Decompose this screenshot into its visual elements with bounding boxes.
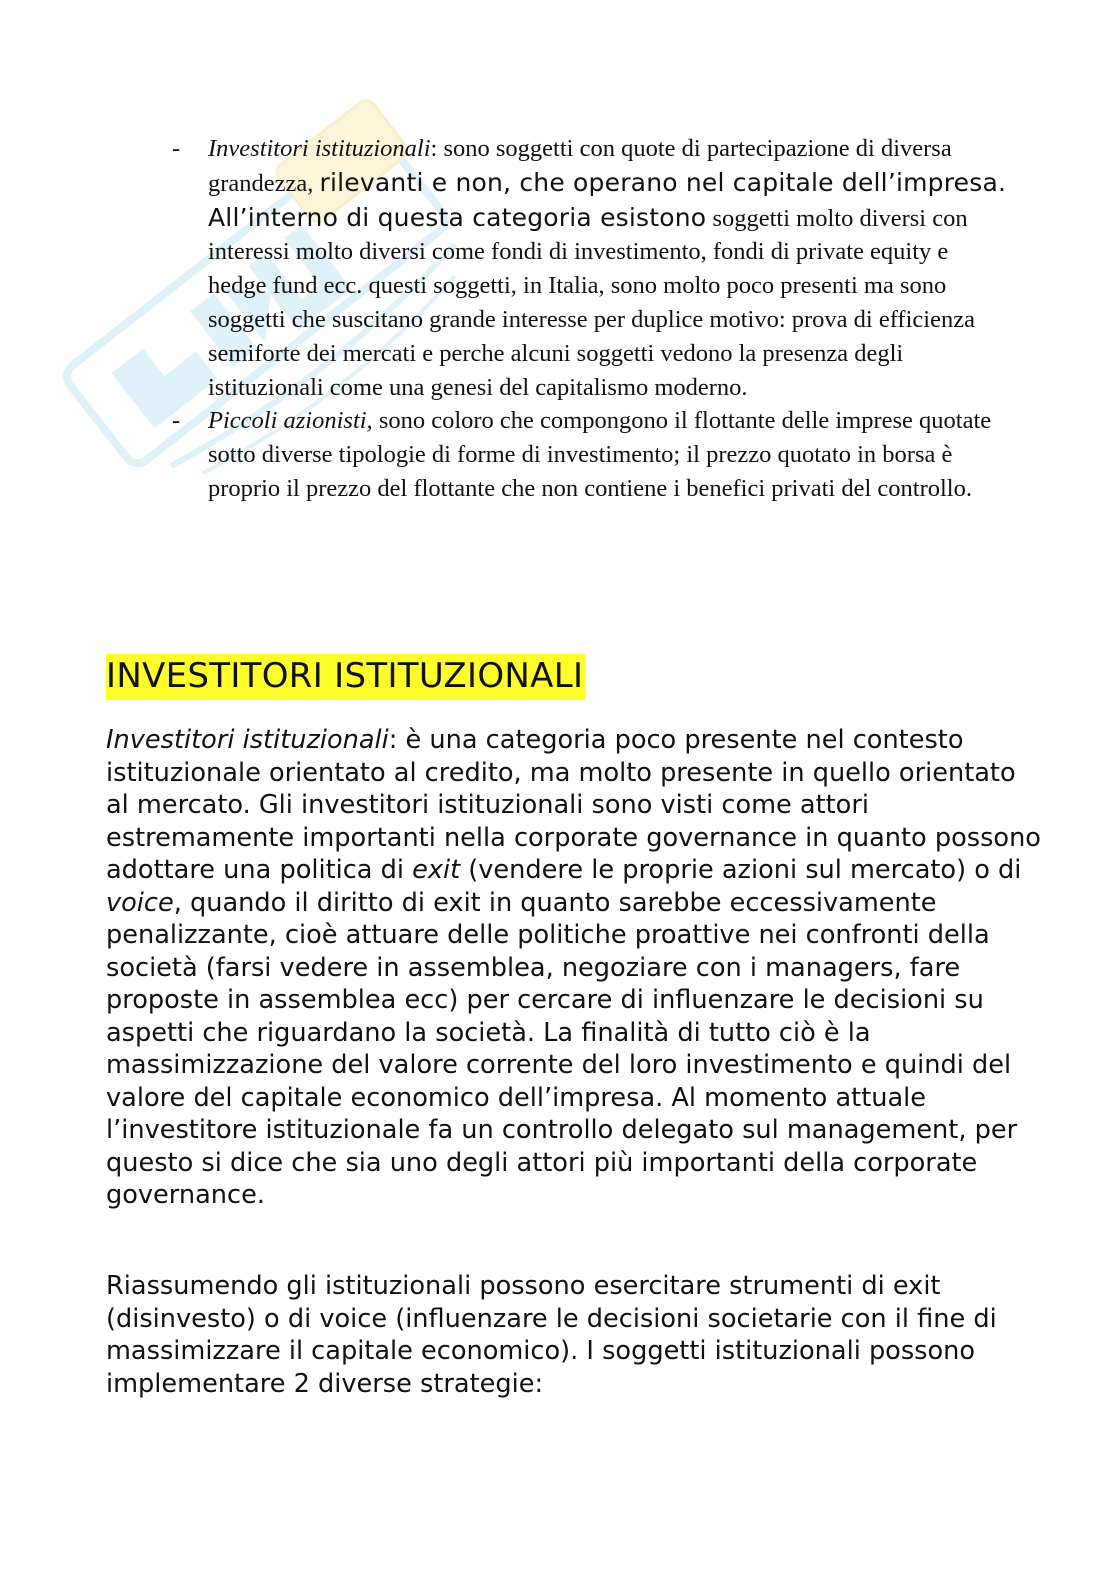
paragraph-riassumendo: Riassumendo gli istituzionali possono esercitare strumenti di exit (disinvesto) o di voice (influenzare le decisioni societarie con il fine di massimizzare il capitale economico). I soggetti istituzionali possono implementare 2 diverse strategie: bbox=[106, 1271, 997, 1399]
term-voice: voice bbox=[106, 887, 174, 918]
term-piccoli-azionisti: Piccoli azionisti, bbox=[208, 407, 373, 435]
paragraph-text: , quando il diritto di exit in quanto sarebbe eccessivamente penalizzante, cioè attuare delle politiche proattive nei confronti della società (farsi vedere in assemblea, negoziare con i managers, fare proposte in assemblea ecc) per cercare di influenzare le decisioni su aspetti che riguardano la società. La finalità di tutto ciò è la massimizzazione del valore corrente del loro investimento e quindi del valore del capitale economico dell’impresa. Al momento attuale l’investitore istituzionale fa un controllo delegato sul management, per questo si dice che sia uno degli attori più importanti della corporate governance. bbox=[106, 887, 1018, 1210]
term-investitori-istituzionali: Investitori istituzionali bbox=[106, 725, 389, 755]
dash-marker: - bbox=[172, 135, 181, 162]
bullet-text: sono coloro che compongono il flottante delle imprese quotate sotto diverse tipologie di forme di investimento; il prezzo quotato in borsa è proprio il prezzo del flottante che non contiene i benefici privati del controllo. bbox=[208, 407, 992, 502]
bullet-list bbox=[170, 132, 1010, 506]
bullet-item-investitori bbox=[170, 132, 1010, 404]
bullet-text: soggetti molto diversi con interessi molto diversi come fondi di investimento, fondi di private equity e hedge fund ecc. questi soggetti, in Italia, sono molto poco presenti ma sono soggetti che suscitano grande interesse per duplice motivo: prova di efficienza semiforte dei mercati e perche alcuni soggetti vedono la presenza degli istituzionali come una genesi del capitalismo moderno. bbox=[208, 204, 975, 401]
paragraph-investitori bbox=[106, 724, 1046, 1212]
bullet-item-piccoli-azionisti bbox=[170, 404, 1010, 505]
bullet-text-sans: rilevanti e non, che operano nel capitale dell’impresa. All’interno di questa categoria esistono bbox=[208, 167, 1007, 232]
paragraph-text: : è una categoria poco presente nel contesto istituzionale orientato al credito, ma molto presente in quello orientato al mercato. Gli investitori istituzionali sono visti come attori estremamente importanti nella corporate governance in quanto possono adottare una politica di bbox=[106, 725, 1041, 885]
term-exit: exit bbox=[412, 855, 461, 885]
dash-marker: - bbox=[172, 407, 181, 435]
section-heading: INVESTITORI ISTITUZIONALI bbox=[106, 654, 585, 700]
paragraph-text: (vendere le proprie azioni sul mercato) o di bbox=[460, 855, 1022, 885]
bullet-text: : sono soggetti con quote di partecipazione di diversa grandezza, bbox=[208, 135, 952, 197]
term-investitori-istituzionali: Investitori istituzionali bbox=[208, 135, 431, 162]
